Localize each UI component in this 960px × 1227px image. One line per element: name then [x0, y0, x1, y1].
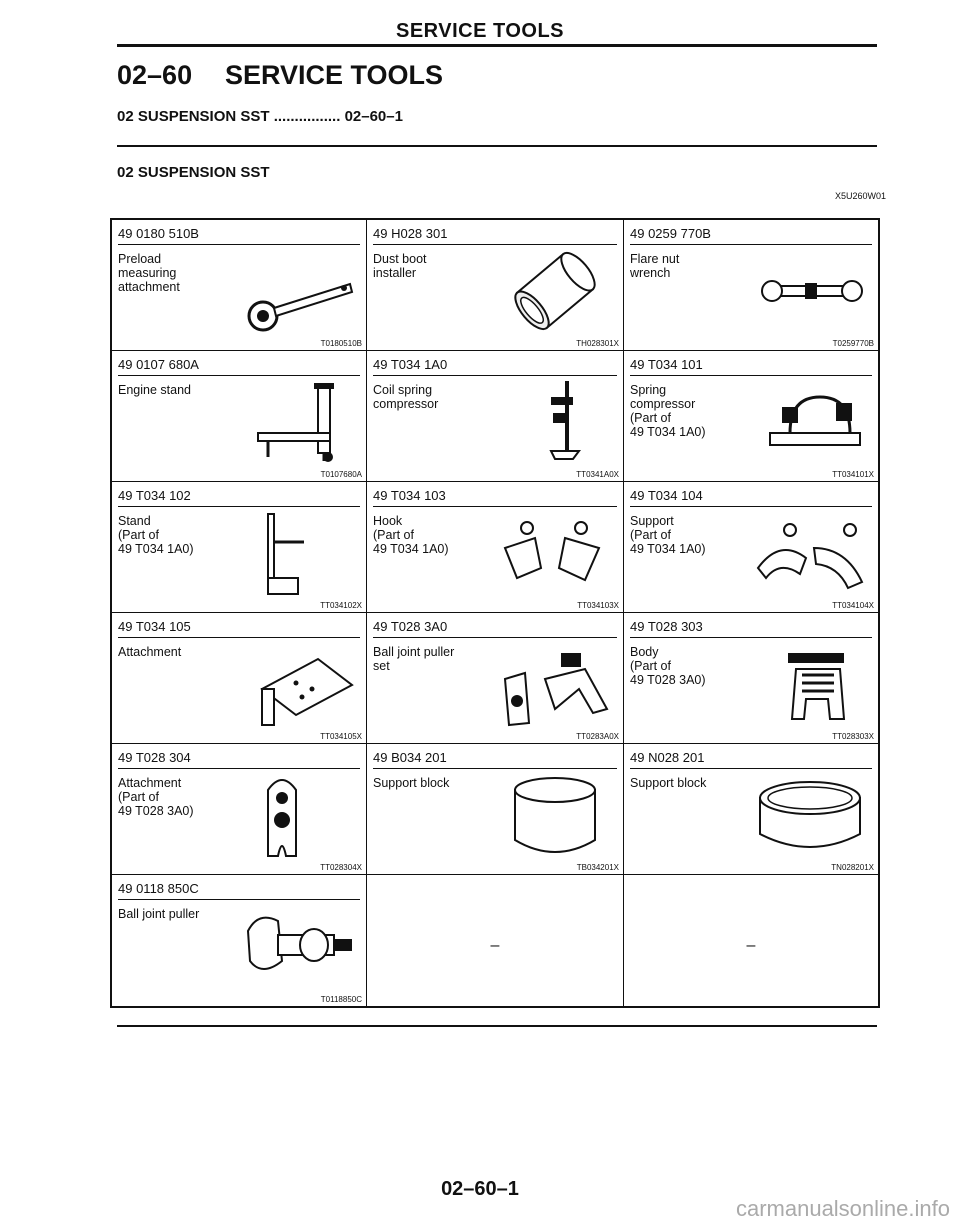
empty-dash: –: [490, 937, 500, 954]
part-number: 49 T034 104: [630, 488, 872, 507]
tool-cell: [624, 744, 878, 875]
part-number: 49 T034 101: [630, 357, 872, 376]
figure-code: TH028301X: [576, 339, 619, 348]
spring-compressor-icon: [495, 377, 615, 467]
tool-cell: [624, 351, 878, 482]
section-rule: [117, 145, 877, 147]
subsection-heading: 02 SUSPENSION SST: [117, 164, 270, 181]
tool-cell: [112, 351, 367, 482]
part-number: 49 H028 301: [373, 226, 617, 245]
cylinder-icon: [495, 246, 615, 336]
part-number: 49 0259 770B: [630, 226, 872, 245]
tool-description: Coil spring compressor: [373, 383, 439, 411]
tool-cell: [367, 613, 624, 744]
footer-rule: [117, 1025, 877, 1027]
tool-cell-empty: [624, 875, 878, 1006]
tool-table: [110, 218, 880, 1008]
figure-code: TB034201X: [576, 863, 619, 872]
tool-description: Body (Part of 49 T028 3A0): [630, 645, 706, 687]
wrench-icon: [238, 246, 358, 336]
tool-description: Attachment (Part of 49 T028 3A0): [118, 776, 194, 818]
part-number: 49 T028 3A0: [373, 619, 617, 638]
figure-code: TT034104X: [832, 601, 874, 610]
part-number: 49 T034 1A0: [373, 357, 617, 376]
tool-description: Support block: [630, 776, 707, 790]
flare-wrench-icon: [750, 246, 870, 336]
tool-cell: [112, 744, 367, 875]
tool-description: Stand (Part of 49 T034 1A0): [118, 514, 194, 556]
figure-code: TN028201X: [831, 863, 874, 872]
ring-icon: [750, 770, 870, 860]
attachment-icon: [238, 770, 358, 860]
tool-description: Hook (Part of 49 T034 1A0): [373, 514, 449, 556]
section-title: SERVICE TOOLS: [225, 60, 444, 90]
page-header-title: SERVICE TOOLS: [395, 20, 565, 42]
ring-icon: [495, 770, 615, 860]
tool-cell: [624, 482, 878, 613]
figure-code: TT034101X: [832, 470, 874, 479]
body-icon: [750, 639, 870, 729]
empty-dash: –: [746, 937, 756, 954]
tool-cell: [112, 220, 367, 351]
figure-code: TT028304X: [320, 863, 362, 872]
figure-code: TT0341A0X: [576, 470, 619, 479]
part-number: 49 T028 303: [630, 619, 872, 638]
tool-description: Flare nut wrench: [630, 252, 680, 280]
tool-description: Engine stand: [118, 383, 191, 397]
figure-code: TT028303X: [832, 732, 874, 741]
tool-cell: [112, 875, 367, 1006]
header-rule: [117, 44, 877, 47]
part-number: 49 T034 105: [118, 619, 360, 638]
figure-code: T0118850C: [320, 995, 362, 1004]
figure-code: TT034105X: [320, 732, 362, 741]
figure-code: TT0283A0X: [576, 732, 619, 741]
figure-code: TT034103X: [577, 601, 619, 610]
part-number: 49 0180 510B: [118, 226, 360, 245]
part-number: 49 N028 201: [630, 750, 872, 769]
part-number: 49 T034 103: [373, 488, 617, 507]
tool-cell: [367, 482, 624, 613]
engine-stand-icon: [238, 377, 358, 467]
tool-cell: [112, 482, 367, 613]
stand-icon: [238, 508, 358, 598]
document-reference: X5U260W01: [834, 191, 886, 201]
part-number: 49 0118 850C: [118, 881, 360, 900]
part-number: 49 T028 304: [118, 750, 360, 769]
tool-description: Support block: [373, 776, 450, 790]
tool-description: Dust boot installer: [373, 252, 427, 280]
toc-entry: 02 SUSPENSION SST ................ 02–60–1: [117, 108, 403, 125]
tool-cell: [367, 744, 624, 875]
tool-description: Ball joint puller: [118, 907, 200, 921]
support-icon: [750, 508, 870, 598]
tool-cell: [624, 613, 878, 744]
part-number: 49 0107 680A: [118, 357, 360, 376]
bracket-icon: [238, 639, 358, 729]
tool-description: Attachment: [118, 645, 182, 659]
tool-cell: [624, 220, 878, 351]
tool-cell: [367, 220, 624, 351]
tool-cell: [367, 351, 624, 482]
part-number: 49 T034 102: [118, 488, 360, 507]
tool-cell-empty: [367, 875, 624, 1006]
puller-set-icon: [495, 639, 615, 729]
tool-description: Spring compressor (Part of 49 T034 1A0): [630, 383, 706, 439]
watermark-text: carmanualsonline.info: [735, 1196, 950, 1221]
figure-code: T0259770B: [832, 339, 874, 348]
figure-code: TT034102X: [320, 601, 362, 610]
hook-icon: [495, 508, 615, 598]
page-number: 02–60–1: [441, 1178, 519, 1200]
compressor-icon: [750, 377, 870, 467]
part-number: 49 B034 201: [373, 750, 617, 769]
tool-description: Ball joint puller set: [373, 645, 455, 673]
tool-cell: [112, 613, 367, 744]
figure-code: T0107680A: [320, 470, 362, 479]
section-number: 02–60: [117, 60, 193, 90]
tool-description: Support (Part of 49 T034 1A0): [630, 514, 706, 556]
figure-code: T0180510B: [320, 339, 362, 348]
ball-joint-puller-icon: [238, 901, 358, 991]
tool-description: Preload measuring attachment: [118, 252, 180, 294]
